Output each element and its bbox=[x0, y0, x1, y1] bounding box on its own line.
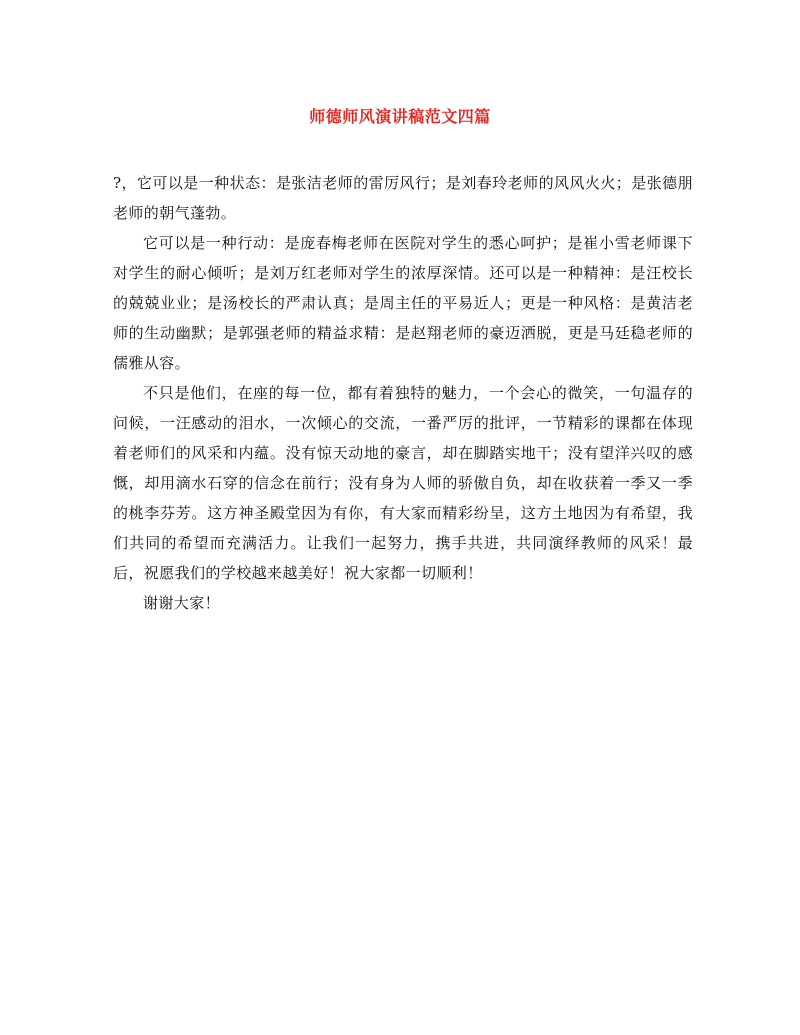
document-title: 师德师风演讲稿范文四篇 bbox=[309, 107, 491, 126]
document-body bbox=[113, 168, 693, 618]
paragraph-3: 不只是他们，在座的每一位，都有着独特的魅力，一个会心的微笑，一句温存的问候，一汪感动的泪水，一次倾心的交流，一番严厉的批评，一节精彩的课都在体现着老师们的风采和内蕴。没有惊天动地的豪言，却在脚踏实地干；没有望洋兴叹的感慨，却用滴水石穿的信念在前行；没有身为人师的骄傲自负，却在收获着一季又一季的桃李芬芳。这方神圣殿堂因为有你，有大家而精彩纷呈，这方土地因为有希望，我们共同的希望而充满活力。让我们一起努力，携手共进，共同演绎教师的风采！最后，祝愿我们的学校越来越美好！祝大家都一切顺利！ bbox=[113, 384, 693, 582]
paragraph-4: 谢谢大家！ bbox=[143, 594, 221, 612]
paragraph-1: ?，它可以是一种状态：是张洁老师的雷厉风行；是刘春玲老师的风风火火；是张德朋老师的朝气蓬勃。 bbox=[113, 174, 693, 222]
paragraph-2: 它可以是一种行动：是庞春梅老师在医院对学生的悉心呵护；是崔小雪老师课下对学生的耐心倾听；是刘万红老师对学生的浓厚深情。还可以是一种精神：是汪校长的兢兢业业；是汤校长的严肃认真；是周主任的平易近人；更是一种风格：是黄洁老师的生动幽默；是郭强老师的精益求精：是赵翔老师的豪迈洒脱，更是马廷稳老师的儒雅从容。 bbox=[113, 234, 693, 372]
